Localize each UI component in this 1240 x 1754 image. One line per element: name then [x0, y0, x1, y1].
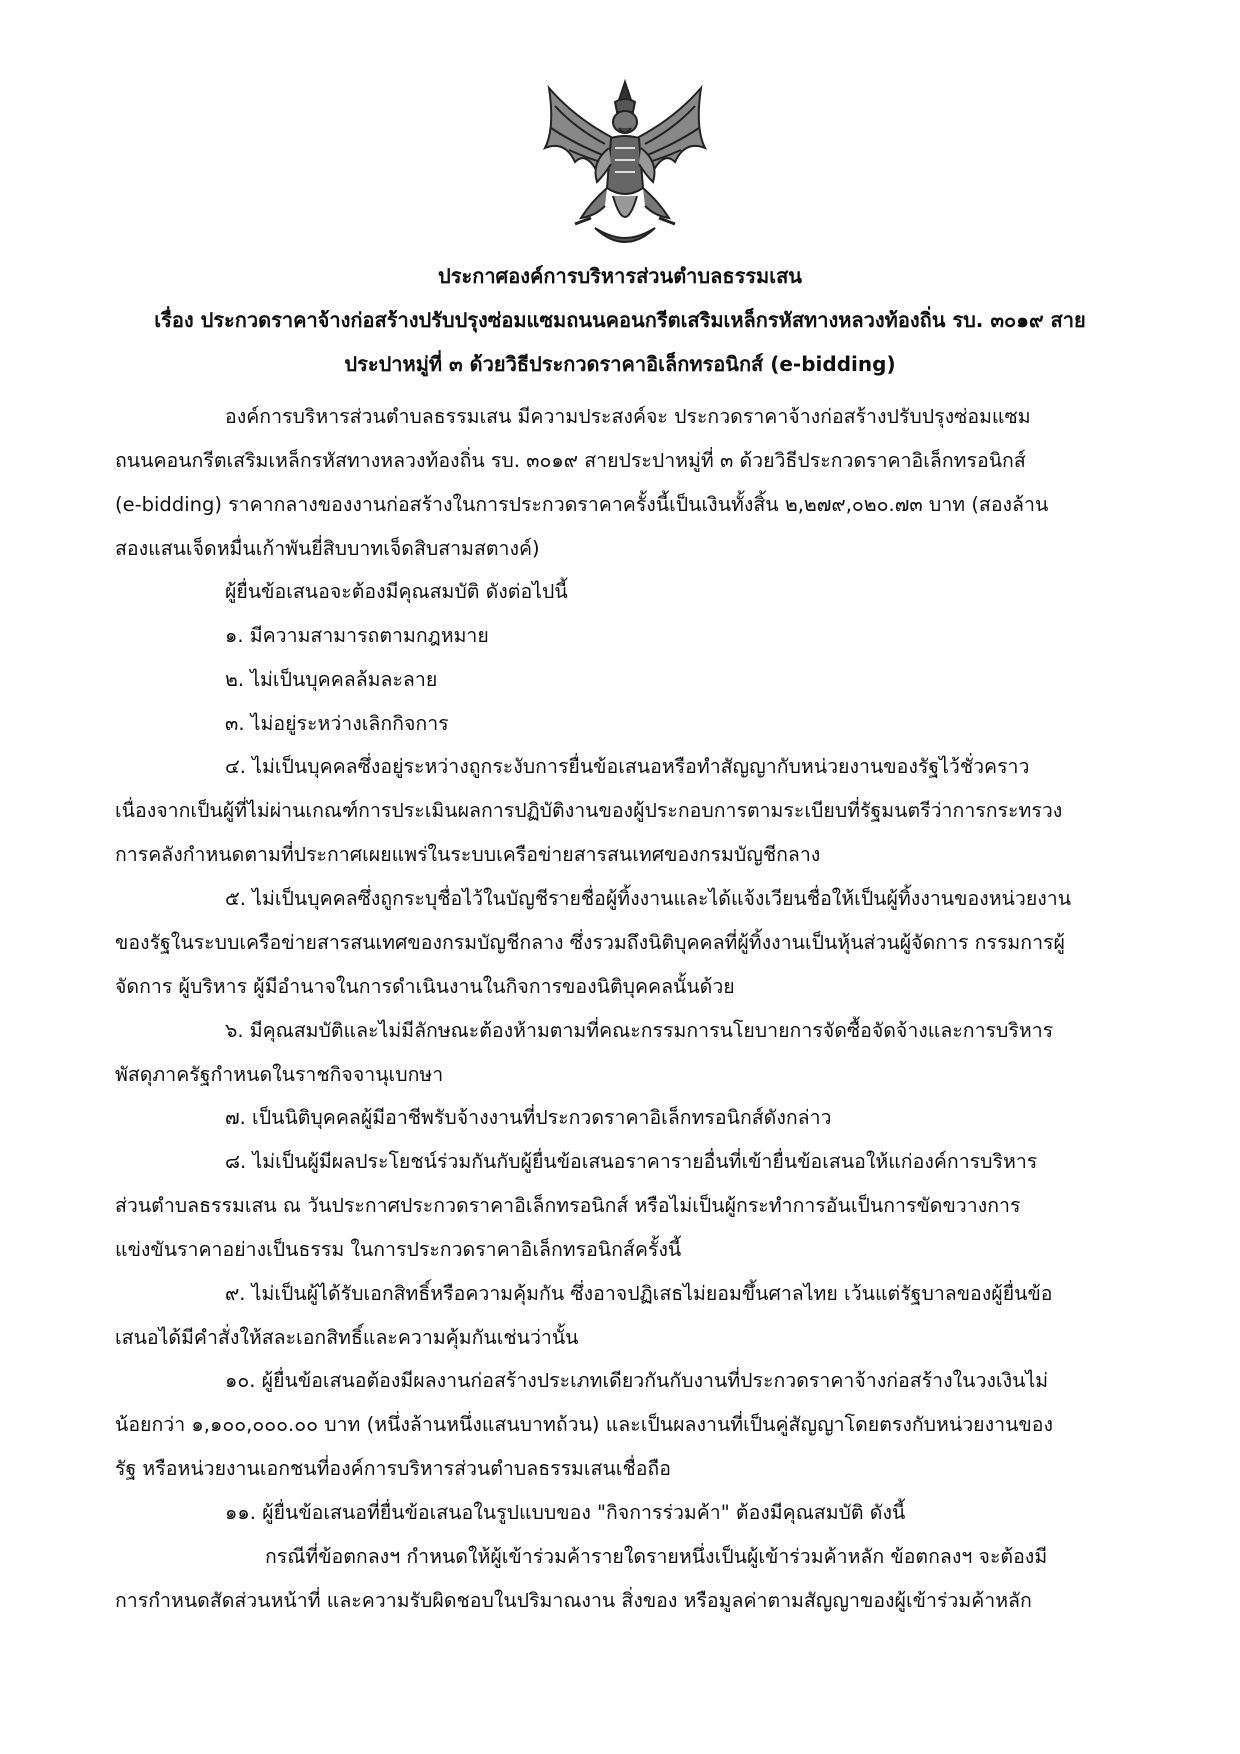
- garuda-emblem-icon: [535, 78, 715, 256]
- subject-line-1: เรื่อง ประกวดราคาจ้างก่อสร้างปรับปรุงซ่อมแซมถนนคอนกรีตเสริมเหล็กรหัสทางหลวงท้องถิ่น รบ. ๓๐๑๙ สาย: [154, 308, 1086, 332]
- qualification-item: ๒. ไม่เป็นบุคคลล้มละลาย: [225, 668, 438, 691]
- qualification-item: ๕. ไม่เป็นบุคคลซึ่งถูกระบุชื่อไว้ในบัญชีรายชื่อผู้ทิ้งงานและได้แจ้งเวียนชื่อให้เป็นผู้ทิ้งงานของหน่วยงาน: [225, 887, 1072, 910]
- qualification-item: ๖. มีคุณสมบัติและไม่มีลักษณะต้องห้ามตามที่คณะกรรมการนโยบายการจัดซื้อจัดจ้างและการบริหาร: [225, 1019, 1054, 1042]
- announcement-title: ประกาศองค์การบริหารส่วนตำบลธรรมเสน: [438, 264, 802, 288]
- body-line: ของรัฐในระบบเครือข่ายสารสนเทศของกรมบัญชีกลาง ซึ่งรวมถึงนิติบุคคลที่ผู้ทิ้งงานเป็นหุ้นส่วนผู้จัดการ กรรมการผู้: [115, 931, 1065, 954]
- body-line: จัดการ ผู้บริหาร ผู้มีอำนาจในการดำเนินงานในกิจการของนิติบุคคลนั้นด้วย: [115, 975, 735, 998]
- body-line: ส่วนตำบลธรรมเสน ณ วันประกาศประกวดราคาอิเล็กทรอนิกส์ หรือไม่เป็นผู้กระทำการอันเป็นการขัดขวางการ: [115, 1194, 1021, 1217]
- body-line: พัสดุภาครัฐกำหนดในราชกิจจานุเบกษา: [115, 1063, 444, 1086]
- body-line: ผู้ยื่นข้อเสนอจะต้องมีคุณสมบัติ ดังต่อไปนี้: [225, 580, 568, 603]
- qualification-item: ๑. มีความสามารถตามกฎหมาย: [225, 624, 489, 647]
- qualification-item: ๘. ไม่เป็นผู้มีผลประโยชน์ร่วมกันกับผู้ยื่นข้อเสนอราคารายอื่นที่เข้ายื่นข้อเสนอให้แก่องค์การบริหาร: [225, 1150, 1038, 1173]
- body-line: น้อยกว่า ๑,๑๐๐,๐๐๐.๐๐ บาท (หนึ่งล้านหนึ่งแสนบาทถ้วน) และเป็นผลงานที่เป็นคู่สัญญาโดยตรงกับหน่วยงานของ: [115, 1413, 1053, 1436]
- body-line: องค์การบริหารส่วนตำบลธรรมเสน มีความประสงค์จะ ประกวดราคาจ้างก่อสร้างปรับปรุงซ่อมแซม: [225, 405, 1031, 428]
- body-line: กรณีที่ข้อตกลงฯ กำหนดให้ผู้เข้าร่วมค้ารายใดรายหนึ่งเป็นผู้เข้าร่วมค้าหลัก ข้อตกลงฯ จะต้องมี: [265, 1545, 1048, 1568]
- body-line: แข่งขันราคาอย่างเป็นธรรม ในการประกวดราคาอิเล็กทรอนิกส์ครั้งนี้: [115, 1238, 682, 1261]
- qualification-item: ๓. ไม่อยู่ระหว่างเลิกกิจการ: [225, 712, 449, 735]
- qualification-item: ๑๐. ผู้ยื่นข้อเสนอต้องมีผลงานก่อสร้างประเภทเดียวกันกับงานที่ประกวดราคาจ้างก่อสร้างในวงเงินไม่: [225, 1369, 1049, 1392]
- body-line: เนื่องจากเป็นผู้ที่ไม่ผ่านเกณฑ์การประเมินผลการปฏิบัติงานของผู้ประกอบการตามระเบียบที่รัฐมนตรีว่าการกระทรวง: [115, 799, 1063, 822]
- qualification-item: ๔. ไม่เป็นบุคคลซึ่งอยู่ระหว่างถูกระงับการยื่นข้อเสนอหรือทำสัญญากับหน่วยงานของรัฐไว้ชั่วคราว: [225, 755, 1030, 778]
- body-line: ถนนคอนกรีตเสริมเหล็กรหัสทางหลวงท้องถิ่น รบ. ๓๐๑๙ สายประปาหมู่ที่ ๓ ด้วยวิธีประกวดราคาอิเล็กทรอนิกส์: [115, 449, 1026, 472]
- qualification-item: ๙. ไม่เป็นผู้ได้รับเอกสิทธิ์หรือความคุ้มกัน ซึ่งอาจปฏิเสธไม่ยอมขึ้นศาลไทย เว้นแต่รัฐบาลของผู้ยื่นข้อ: [225, 1282, 1053, 1305]
- body-line: การคลังกำหนดตามที่ประกาศเผยแพร่ในระบบเครือข่ายสารสนเทศของกรมบัญชีกลาง: [115, 843, 821, 866]
- body-line: รัฐ หรือหน่วยงานเอกชนที่องค์การบริหารส่วนตำบลธรรมเสนเชื่อถือ: [115, 1457, 671, 1480]
- subject-line-2: ประปาหมู่ที่ ๓ ด้วยวิธีประกวดราคาอิเล็กทรอนิกส์ (e-bidding): [344, 352, 896, 376]
- body-line: เสนอได้มีคำสั่งให้สละเอกสิทธิ์และความคุ้มกันเช่นว่านั้น: [115, 1326, 579, 1349]
- qualification-item: ๗. เป็นนิติบุคคลผู้มีอาชีพรับจ้างงานที่ประกวดราคาอิเล็กทรอนิกส์ดังกล่าว: [225, 1106, 832, 1129]
- body-line: การกำหนดสัดส่วนหน้าที่ และความรับผิดชอบในปริมาณงาน สิ่งของ หรือมูลค่าตามสัญญาของผู้เข้าร่วมค้าหลัก: [115, 1589, 1032, 1612]
- qualification-item: ๑๑. ผู้ยื่นข้อเสนอที่ยื่นข้อเสนอในรูปแบบของ "กิจการร่วมค้า" ต้องมีคุณสมบัติ ดังนี้: [225, 1501, 906, 1524]
- body-line: (e-bidding) ราคากลางของงานก่อสร้างในการประกวดราคาครั้งนี้เป็นเงินทั้งสิ้น ๒,๒๗๙,๐๒๐.๗๓ บาท (สองล้าน: [115, 493, 1049, 516]
- body-line: สองแสนเจ็ดหมื่นเก้าพันยี่สิบบาทเจ็ดสิบสามสตางค์): [115, 537, 540, 560]
